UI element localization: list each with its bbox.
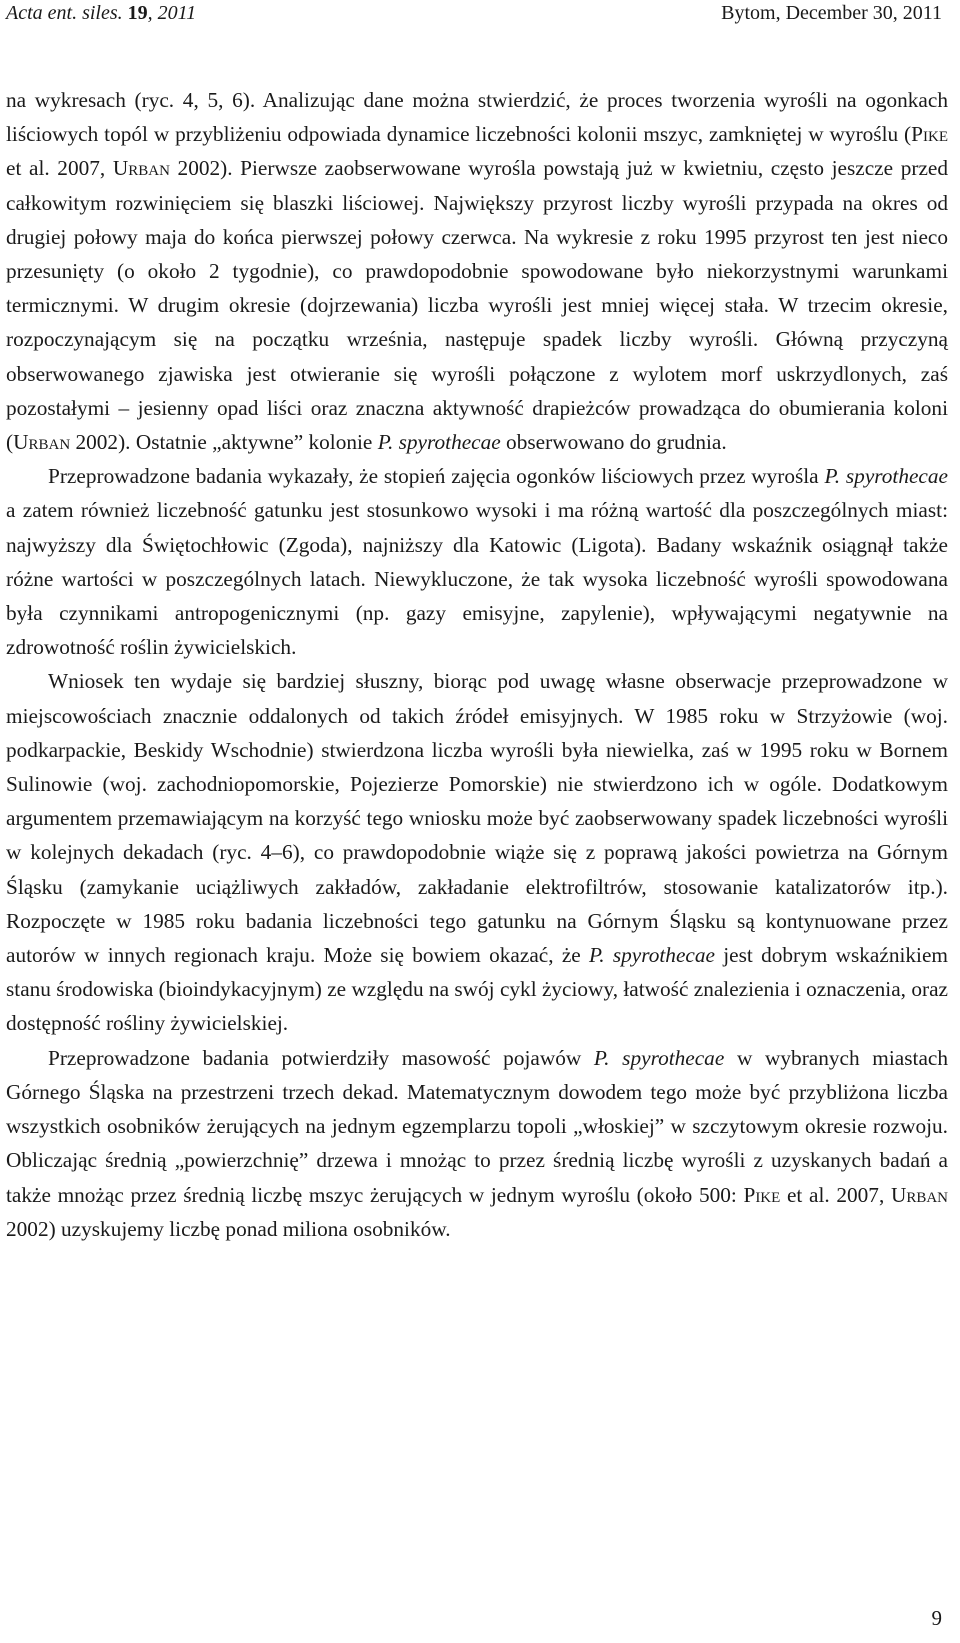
body-text	[6, 83, 948, 1246]
journal-year: 2011	[157, 2, 197, 24]
publication-place-date: Bytom, December 30, 2011	[721, 2, 942, 24]
species-name: P. spyrothecae	[593, 1045, 725, 1070]
text-run: jest dobrym wskaźnikiem stanu środowiska (bioindykacyjnym) ze względu na swój cykl życiowy, łatwość znalezienia i oznaczenia, oraz dostępność rośliny żywicielskiej.	[6, 943, 948, 1036]
text-run: a zatem również liczebność gatunku jest stosunkowo wysoki i ma różną wartość dla poszczególnych miast: najwyższy dla Świętochłowic (Zgoda), najniższy dla Katowic (Ligota). Badany wskaźnik osiągnął także różne wartości w poszczególnych latach. Niewykluczone, że tak wysoka liczebność wyrośli spowodowana była czynnikami antropogenicznymi (np. gazy emisyjne, zapylenie), wpływającymi negatywnie na zdrowotność roślin żywicielskich.	[6, 498, 948, 660]
species-name: P. spyrothecae	[377, 430, 501, 455]
author-name: Urban	[890, 1182, 948, 1207]
author-name: Pike	[743, 1182, 781, 1207]
journal-citation: Acta ent. siles. 19, 2011	[6, 2, 197, 24]
journal-name: Acta ent. siles.	[6, 2, 123, 24]
text-run: w wybranych miastach Górnego Śląska na przestrzeni trzech dekad. Matematycznym dowodem tego może być przybliżona liczba wszystkich osobników żerujących na jednym egzemplarzu topoli „włoskiej” w szczytowym okresie rozwoju. Obliczając średnią „powierzchnię” drzewa i mnożąc to przez średnią liczbę wyrośli z uzyskanych badań a także mnożąc przez średnią liczbę mszyc żerujących w jednym wyroślu (około 500:	[6, 1045, 948, 1207]
text-run: et al. 2007,	[780, 1182, 891, 1207]
paragraph-3	[6, 664, 948, 1040]
running-header	[6, 2, 942, 32]
author-name: Urban	[13, 430, 71, 455]
text-run: et al. 2007,	[6, 156, 113, 181]
species-name: P. spyrothecae	[589, 943, 715, 968]
page-number: 9	[931, 1606, 942, 1630]
paragraph-1	[6, 83, 948, 459]
paragraph-4	[6, 1041, 948, 1246]
text-run: 2002) uzyskujemy liczbę ponad miliona osobników.	[6, 1216, 451, 1241]
journal-volume: 19	[127, 2, 148, 24]
paragraph-2	[6, 459, 948, 664]
species-name: P. spyrothecae	[824, 464, 948, 489]
text-run: Przeprowadzone badania potwierdziły masowość pojawów	[48, 1045, 594, 1070]
text-run: Wniosek ten wydaje się bardziej słuszny, biorąc pod uwagę własne obserwacje przeprowadzone w miejscowościach znacznie oddalonych od takich źródeł emisyjnych. W 1985 roku w Strzyżowie (woj. podkarpackie, Beskidy Wschodnie) stwierdzona liczba wyrośli była niewielka, zaś w 1995 roku w Bornem Sulinowie (woj. zachodniopomorskie, Pojezierze Pomorskie) nie stwierdzono ich w ogóle. Dodatkowym argumentem przemawiającym na korzyść tego wniosku może być zaobserwowany spadek liczebności wyrośli w kolejnych dekadach (ryc. 4–6), co prawdopodobnie wiąże się z poprawą jakości powietrza na Górnym Śląsku (zamykanie uciążliwych zakładów, zakładanie elektrofiltrów, stosowanie katalizatorów itp.). Rozpoczęte w 1985 roku badania liczebności tego gatunku na Górnym Śląsku są kontynuowane przez autorów w innych regionach kraju. Może się bowiem okazać, że	[6, 669, 948, 968]
text-run: 2002). Pierwsze zaobserwowane wyrośla powstają już w kwietniu, często jeszcze przed całkowitym rozwinięciem się blaszki liściowej. Największy przyrost liczby wyrośli przypada na okres od drugiej połowy maja do końca pierwszej połowy czerwca. Na wykresie z roku 1995 przyrost ten jest nieco przesunięty (o około 2 tygodnie), co prawdopodobnie spowodowane było niekorzystnymi warunkami termicznymi. W drugim okresie (dojrzewania) liczba wyrośli jest mniej więcej stała. W trzecim okresie, rozpoczynającym się na początku września, następuje spadek liczby wyrośli. Główną przyczyną obserwowanego zjawiska jest otwieranie się wyrośli połączone z wylotem morf uskrzydlonych, zaś pozostałymi – jesienny opad liści oraz znaczna aktywność drapieżców prowadząca do obumierania koloni (	[6, 156, 948, 455]
author-name: Urban	[112, 156, 170, 181]
text-run: Przeprowadzone badania wykazały, że stopień zajęcia ogonków liściowych przez wyrośla	[48, 464, 825, 489]
text-run: obserwowano do grudnia.	[500, 430, 727, 455]
text-run: na wykresach (ryc. 4, 5, 6). Analizując dane można stwierdzić, że proces tworzenia wyrośli na ogonkach liściowych topól w przybliżeniu odpowiada dynamice liczebności kolonii mszyc, zamkniętej w wyroślu (	[6, 88, 948, 147]
text-run: 2002). Ostatnie „aktywne” kolonie	[70, 430, 378, 455]
author-name: Pike	[911, 122, 948, 147]
